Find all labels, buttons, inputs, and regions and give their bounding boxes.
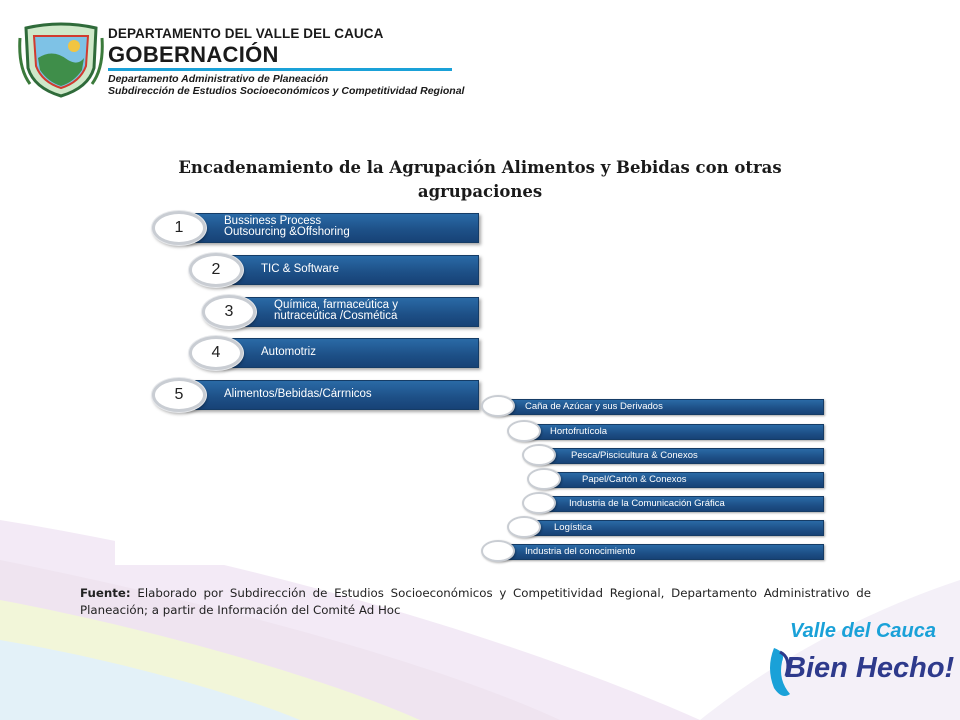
group-number-1: 1 <box>152 211 206 245</box>
source-note <box>80 585 871 619</box>
group-number-3: 3 <box>202 295 256 329</box>
logo-text-bottom: Bien Hecho! <box>785 652 955 684</box>
subgroup-bar-3 <box>540 448 824 464</box>
subgroup-label-4: Papel/Cartón & Conexos <box>582 474 687 485</box>
subgroup-marker-2 <box>507 420 541 442</box>
group-label-1a: Bussiness Process <box>224 215 322 227</box>
subgroup-bar-7 <box>500 544 824 560</box>
subgroup-bar-2 <box>525 424 824 440</box>
group-number-4: 4 <box>189 336 243 370</box>
group-number-2: 2 <box>189 253 243 287</box>
header-divider <box>108 68 452 71</box>
group-label-3b: nutraceútica /Cosmética <box>274 310 398 322</box>
subgroup-marker-5 <box>522 492 556 514</box>
government-title: GOBERNACIÓN <box>108 42 279 67</box>
diagram-title-line1: Encadenamiento de la Agrupación Alimentos y Bebidas con otras <box>178 158 782 177</box>
group-label-4: Automotriz <box>261 346 316 358</box>
linkage-diagram <box>115 148 845 565</box>
subgroup-marker-7 <box>481 540 515 562</box>
subgroup-label-7: Industria del conocimiento <box>525 546 636 557</box>
group-label-2: TIC & Software <box>261 263 339 275</box>
subgroup-marker-1 <box>481 395 515 417</box>
subgroup-label-5: Industria de la Comunicación Gráfica <box>569 498 725 509</box>
sub-office-name: Subdirección de Estudios Socioeconómicos y Competitividad Regional <box>108 85 465 97</box>
diagram-title-line2: agrupaciones <box>417 182 543 201</box>
subgroup-marker-3 <box>522 444 556 466</box>
subgroup-label-6: Logística <box>554 522 593 533</box>
subgroup-label-2: Hortofrutícola <box>550 426 608 437</box>
subgroup-bar-1 <box>500 399 824 415</box>
office-name: Departamento Administrativo de Planeación <box>108 73 329 85</box>
subgroup-bar-6 <box>525 520 824 536</box>
subgroup-label-3: Pesca/Piscicultura & Conexos <box>571 450 698 461</box>
subgroup-marker-6 <box>507 516 541 538</box>
department-title: DEPARTAMENTO DEL VALLE DEL CAUCA <box>108 26 384 41</box>
subgroup-marker-4 <box>527 468 561 490</box>
group-number-5: 5 <box>152 378 206 412</box>
subgroup-label-1: Caña de Azúcar y sus Derivados <box>525 401 663 412</box>
logo-text-top: Valle del Cauca <box>790 620 936 642</box>
group-label-5: Alimentos/Bebidas/Cárrnicos <box>224 388 372 400</box>
group-bar-2 <box>220 255 479 285</box>
group-bar-5 <box>183 380 479 410</box>
subgroup-bar-5 <box>540 496 824 512</box>
group-label-3a: Química, farmaceútica y <box>274 299 398 311</box>
group-bar-3 <box>233 297 479 327</box>
group-bar-4 <box>220 338 479 368</box>
source-label: Fuente: <box>80 586 131 600</box>
group-label-1b: Outsourcing &Offshoring <box>224 226 350 238</box>
coat-of-arms-logo <box>18 18 104 100</box>
subgroup-bar-4 <box>545 472 824 488</box>
group-bar-1 <box>183 213 479 243</box>
source-text: Elaborado por Subdirección de Estudios Socioeconómicos y Competitividad Regional, Departamento Administrativo de Planeación; a partir de Información del Comité Ad Hoc <box>80 586 871 617</box>
